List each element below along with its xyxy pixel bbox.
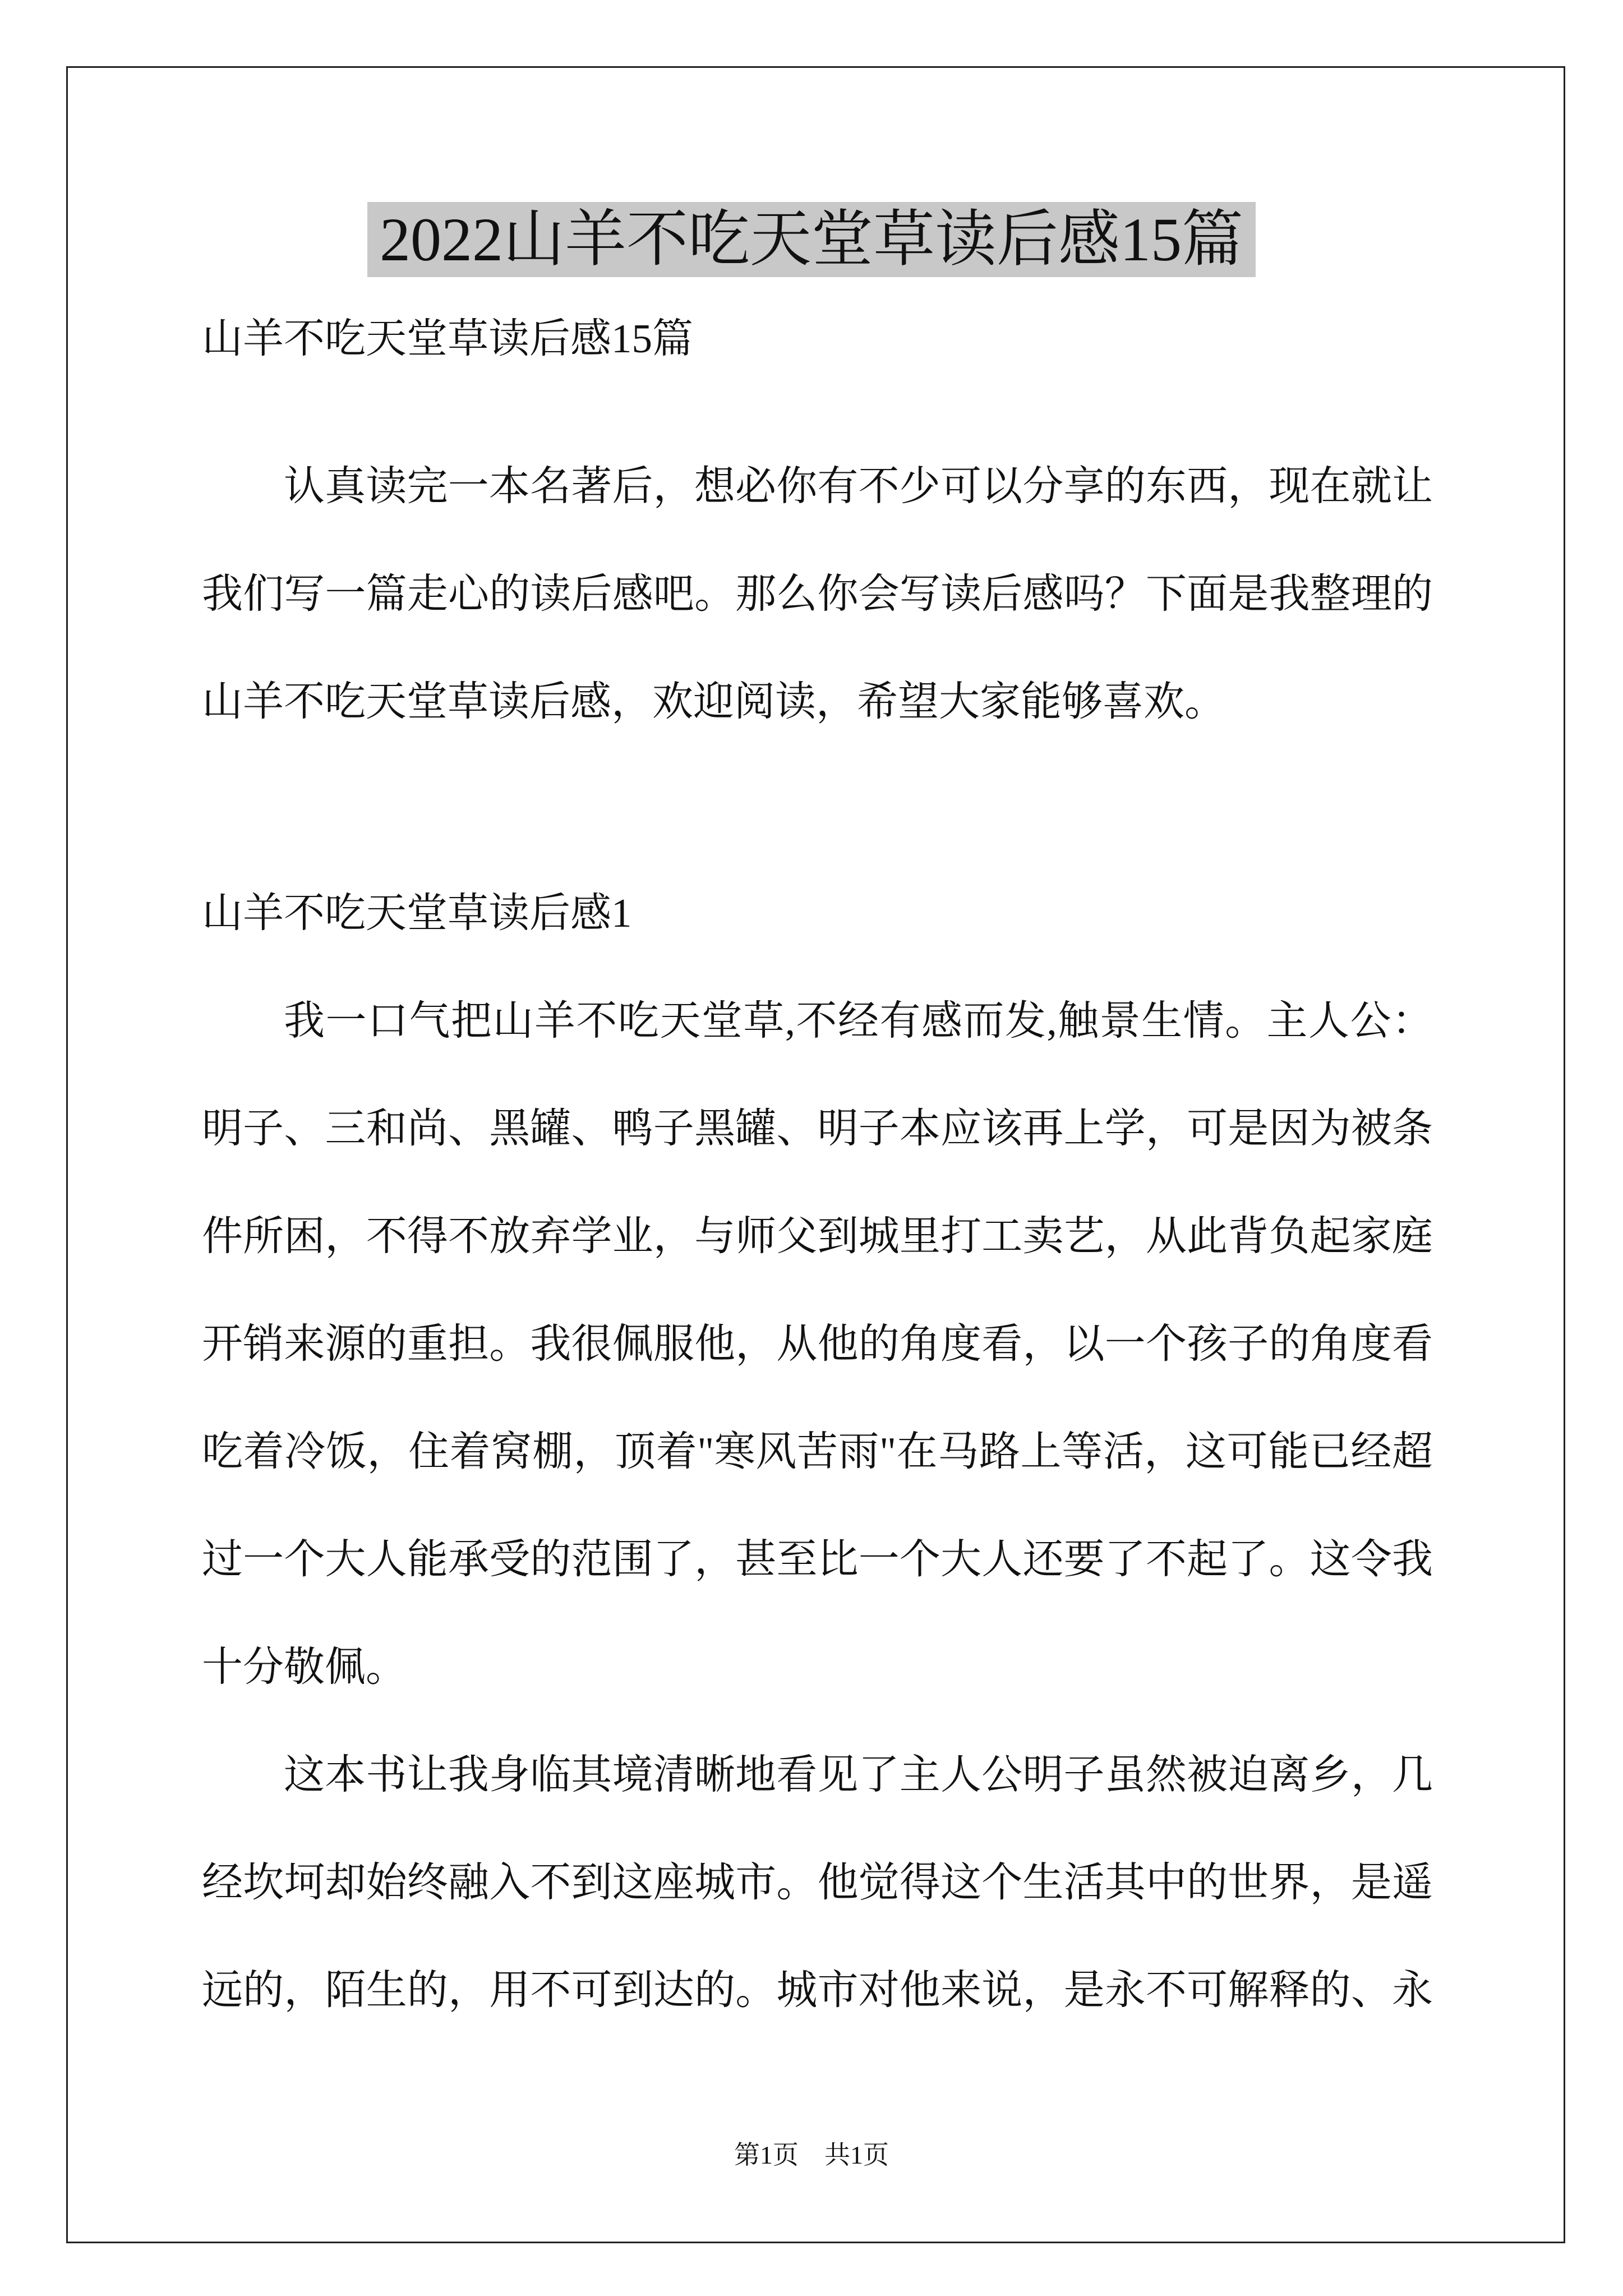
text-line: 过一个大人能承受的范围了，甚至比一个大人还要了不起了。这令我	[202, 1536, 1433, 1582]
text-line: 我一口气把山羊不吃天堂草,不经有感而发,触景生情。主人公：	[284, 998, 1433, 1043]
section-heading: 山羊不吃天堂草读后感1	[202, 890, 632, 936]
text-line: 我们写一篇走心的读后感吧。那么你会写读后感吗？下面是我整理的	[202, 571, 1433, 616]
text-line: 明子、三和尚、黑罐、鸭子黑罐、明子本应该再上学，可是因为被条	[202, 1106, 1433, 1151]
text-line: 山羊不吃天堂草读后感，欢迎阅读，希望大家能够喜欢。	[202, 679, 1225, 724]
document-title: 2022山羊不吃天堂草读后感15篇	[367, 202, 1256, 277]
text-line: 吃着冷饭，住着窝棚，顶着"寒风苦雨"在马路上等活，这可能已经超	[202, 1429, 1433, 1474]
body-paragraph	[202, 967, 1433, 1721]
body-paragraph	[202, 1721, 1433, 2044]
text-line: 开销来源的重担。我很佩服他，从他的角度看，以一个孩子的角度看	[202, 1321, 1433, 1366]
text-line: 这本书让我身临其境清晰地看见了主人公明子虽然被迫离乡，几	[284, 1752, 1433, 1797]
text-line: 远的，陌生的，用不可到达的。城市对他来说，是永不可解释的、永	[202, 1967, 1433, 2013]
text-line: 件所困，不得不放弃学业，与师父到城里打工卖艺，从此背负起家庭	[202, 1213, 1433, 1259]
document-subtitle: 山羊不吃天堂草读后感15篇	[202, 316, 693, 361]
page-footer	[0, 2138, 1623, 2172]
page-number-current: 第1页	[734, 2141, 799, 2169]
intro-paragraph	[202, 432, 1433, 756]
text-line: 认真读完一本名著后，想必你有不少可以分享的东西，现在就让	[284, 463, 1433, 509]
document-body	[202, 285, 1433, 2044]
title-container	[0, 202, 1623, 277]
page-number-total: 共1页	[824, 2141, 889, 2169]
text-line: 经坎坷却始终融入不到这座城市。他觉得这个生活其中的世界，是遥	[202, 1860, 1433, 1905]
text-line: 十分敬佩。	[202, 1644, 407, 1690]
